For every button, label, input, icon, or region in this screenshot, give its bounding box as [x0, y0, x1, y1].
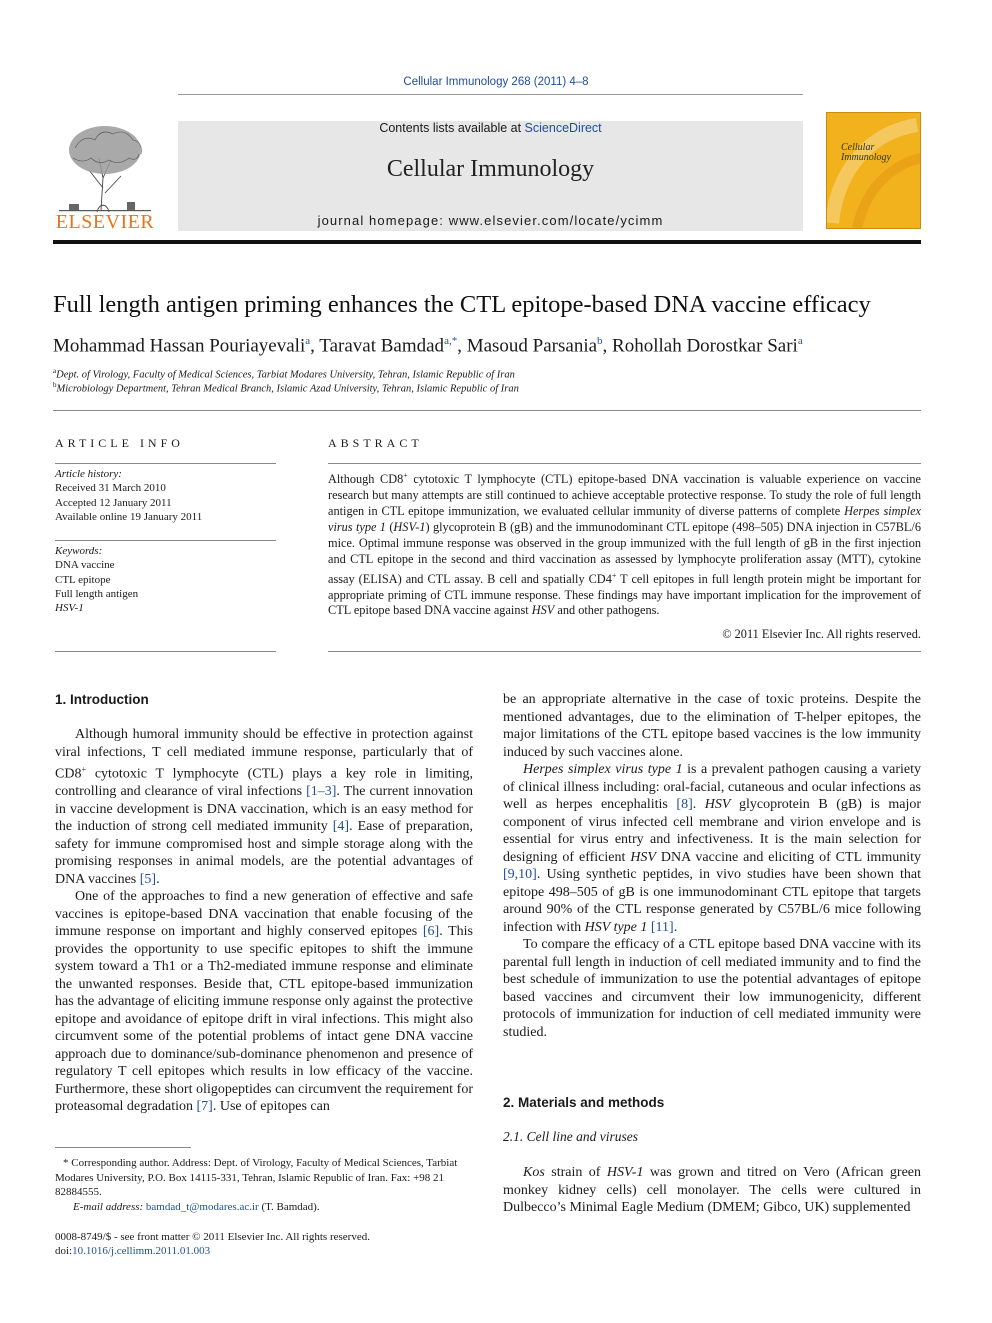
reference-link[interactable]: [9,10] — [503, 867, 537, 882]
reference-link[interactable]: [4] — [332, 819, 350, 835]
reference-link[interactable]: [1–3] — [306, 784, 337, 800]
author-list: Mohammad Hassan Pouriayevali$^a$, Taravat Bamdad$^{a,*}$, Masoud Parsania$^b$, Rohollah Dorostkar Sari$^a$ — [53, 335, 803, 357]
section-introduction-heading: 1. Introduction — [55, 692, 149, 707]
abstract-bottom-rule — [328, 651, 921, 652]
journal-homepage[interactable]: journal homepage: www.elsevier.com/locate/ycimm — [317, 213, 664, 228]
right-column-text — [503, 691, 921, 1041]
keywords-list: Keywords: DNA vaccine CTL epitope Full length antigen HSV-1 — [55, 544, 276, 615]
reference-link[interactable]: [5] — [139, 871, 157, 887]
intro-paragraph-4: Herpes simplex virus type 1 is a prevalent pathogen causing a variety of clinical illness including: oral-facial, cutaneous and ocular infections as well as herpes encephalitis [8]. HSV glycoprotein B (gB) is major component of virus infected cell membrane and virion envelope and is essential for virus entry and infectiveness. It is the main selection for designing of efficient HSV DNA vaccine and eliciting of CTL immunity [9,10]. Using synthetic peptides, in vivo studies have been shown that epitope 498–505 of gB is one immunodominant CTL epitope that targets around 90% of the CTL response generated by C57BL/6 mice following infection with HSV type 1 [11]. — [503, 762, 922, 935]
subsection-cell-line-heading: 2.1. Cell line and viruses — [503, 1129, 638, 1144]
header-rule — [178, 94, 803, 95]
article-title: Full length antigen priming enhances the CTL epitope-based DNA vaccine efficacy — [53, 291, 871, 318]
affiliation-a: $^a$Dept. of Virology, Faculty of Medical Sciences, Tarbiat Modares University, Tehran, Islamic Republic of Iran — [53, 367, 515, 381]
intro-paragraph-2: One of the approaches to find a new generation of effective and safe vaccines is epitope-based DNA vaccination that enable focusing of the immune response on important and highly conserved epitopes [6]. This provides the opportunity to use specific epitopes to shift the immune system toward a Th1 or a Th2-mediated immune response and eliminate the unwanted responses. Beside that, CTL epitope-based immunization has the advantage of eliciting immune response only against the protective epitope and avoidance of epitope drift in viral infections. This might also circumvent some of the potential problems of intact gene DNA vaccine approach due to dominance/sub-dominance phenomenon and presence of regulatory T cell epitopes which results in low efficacy of the vaccine. Furthermore, these short oligopeptides can circumvent the requirement for proteasomal degradation [7]. Use of epitopes can — [55, 889, 473, 1115]
section-methods-heading: 2. Materials and methods — [503, 1095, 665, 1110]
cover-title: Cellular Immunology — [841, 142, 891, 163]
intro-paragraph-3: be an appropriate alternative in the case of toxic proteins. Despite the mentioned advantages, due to the elimination of T-helper epitopes, the major limitations of the CTL epitope based vaccines is the low immunity induced by such vaccines alone. — [503, 692, 921, 760]
keyword: Full length antigen — [55, 587, 139, 600]
reference-link[interactable]: [8] — [676, 797, 693, 812]
reference-link[interactable]: [11] — [650, 919, 674, 935]
email-note: E-mail address: bamdad_t@modares.ac.ir (T. Bamdad). — [73, 1201, 320, 1213]
contents-line: Contents lists available at ScienceDirect — [379, 121, 602, 135]
reference-link[interactable]: [6] — [422, 924, 440, 940]
email-link[interactable]: bamdad_t@modares.ac.ir — [145, 1201, 259, 1213]
author-2-affiliation[interactable]: a,* — [444, 335, 458, 347]
keyword: DNA vaccine — [55, 559, 115, 572]
keywords-rule — [55, 540, 276, 541]
keyword: HSV-1 — [55, 602, 84, 615]
intro-paragraph-5: To compare the efficacy of a CTL epitope based DNA vaccine with its parental full length in induction of cell mediated immunity and to find the best schedule of immunization to use the potential advantages of epitope based vaccines and circumvent their low immunogenicity, different protocols of immunization for induction of cell mediated immunity were studied. — [503, 937, 921, 1040]
affiliation-rule — [53, 410, 921, 411]
abstract-rule — [328, 463, 921, 464]
journal-title[interactable]: Cellular Immunology — [386, 156, 595, 182]
author-3[interactable]: Masoud Parsania — [466, 335, 598, 357]
author-1[interactable]: Mohammad Hassan Pouriayevali — [53, 335, 306, 357]
article-history: Article history: Received 31 March 2010 Accepted 12 January 2011 Available online 19 January 2011 — [55, 468, 203, 523]
journal-citation[interactable]: Cellular Immunology 268 (2011) 4–8 — [403, 76, 589, 88]
issn-line: 0008-8749/$ - see front matter © 2011 Elsevier Inc. All rights reserved. — [55, 1231, 370, 1243]
intro-paragraph-1: Although humoral immunity should be effective in protection against viral infections, T cell mediated immune response, particularly that of CD8+ cytotoxic T lymphocyte (CTL) plays a key role in limiting, controlling and clearance of viral infections [1–3]. The current innovation in vaccine development is DNA vaccination, which is an easy method for the induction of strong cell mediated immunity [4]. Ease of preparation, safety for immune compromised host and simple storage along with the promising responses in animal models, are the potential advantages of DNA vaccines [5]. — [55, 727, 473, 887]
reference-link[interactable]: [7] — [196, 1099, 213, 1115]
publisher-wordmark: ELSEVIER — [55, 211, 155, 233]
header-thick-rule — [53, 240, 921, 244]
cover-swirl-icon — [827, 113, 921, 229]
methods-paragraph: Kos strain of HSV-1 was grown and titred on Vero (African green monkey kidney cells) cell monolayer. The cells were cultured in Dulbecco’s Minimal Eagle Medium (DMEM; Gibco, UK) supplemented — [503, 1165, 922, 1215]
abstract-copyright: © 2011 Elsevier Inc. All rights reserved. — [722, 627, 921, 641]
article-info-rule — [55, 463, 276, 464]
affiliation-b: $^b$Microbiology Department, Tehran Medical Branch, Islamic Azad University, Tehran, Islamic Republic of Iran — [53, 381, 519, 395]
journal-cover-thumbnail[interactable] — [826, 112, 921, 229]
article-info-heading: ARTICLE INFO — [55, 436, 184, 450]
doi-line: doi:10.1016/j.cellimm.2011.01.003 — [55, 1245, 211, 1257]
abstract-heading: ABSTRACT — [328, 436, 423, 450]
corresponding-author-note: * Corresponding author. Address: Dept. of Virology, Faculty of Medical Sciences, Tarbiat Modares University, P.O. Box 14115-331, Tehran, Islamic Republic of Iran. Fax: +98 21 82884555. — [55, 1157, 458, 1198]
abstract-text: Although CD8+ cytotoxic T lymphocyte (CTL) epitope-based DNA vaccination is valuable experience on vaccine research but many attempts are still continued to achieve acceptable protective response. To study the role of full length antigen in CTL epitope immunization, we evaluated cellular immunity of diverse patterns of complete Herpes simplex virus type 1 (HSV-1) glycoprotein B (gB) and the immunodominant CTL epitope (498–505) DNA injection in C57BL/6 mice. Optimal immune response was observed in the group immunized with the full length of gB in the first injection and CTL epitope in the second and third vaccination as assessed by lymphocyte proliferation assay (MTT), cytokine assay (ELISA) and CTL assay. B cell and spatially CD4+ T cell epitopes in full length protein might be important for appropriate priming of CTL immune response. These findings may have important implication for the improvement of CTL epitope based DNA vaccine against HSV and other pathogens. — [328, 471, 922, 618]
sciencedirect-link[interactable]: ScienceDirect — [524, 121, 602, 135]
left-column-text — [55, 726, 473, 1116]
article-info-bottom-rule — [55, 651, 276, 652]
doi-link[interactable]: 10.1016/j.cellimm.2011.01.003 — [72, 1245, 211, 1257]
footnote-rule — [55, 1147, 191, 1148]
author-1-affiliation[interactable]: a — [305, 335, 311, 347]
author-4[interactable]: Rohollah Dorostkar Sari — [612, 335, 798, 357]
author-2[interactable]: Taravat Bamdad — [319, 335, 445, 357]
author-3-affiliation[interactable]: b — [597, 335, 603, 347]
keyword: CTL epitope — [55, 573, 111, 586]
author-4-affiliation[interactable]: a — [797, 335, 803, 347]
